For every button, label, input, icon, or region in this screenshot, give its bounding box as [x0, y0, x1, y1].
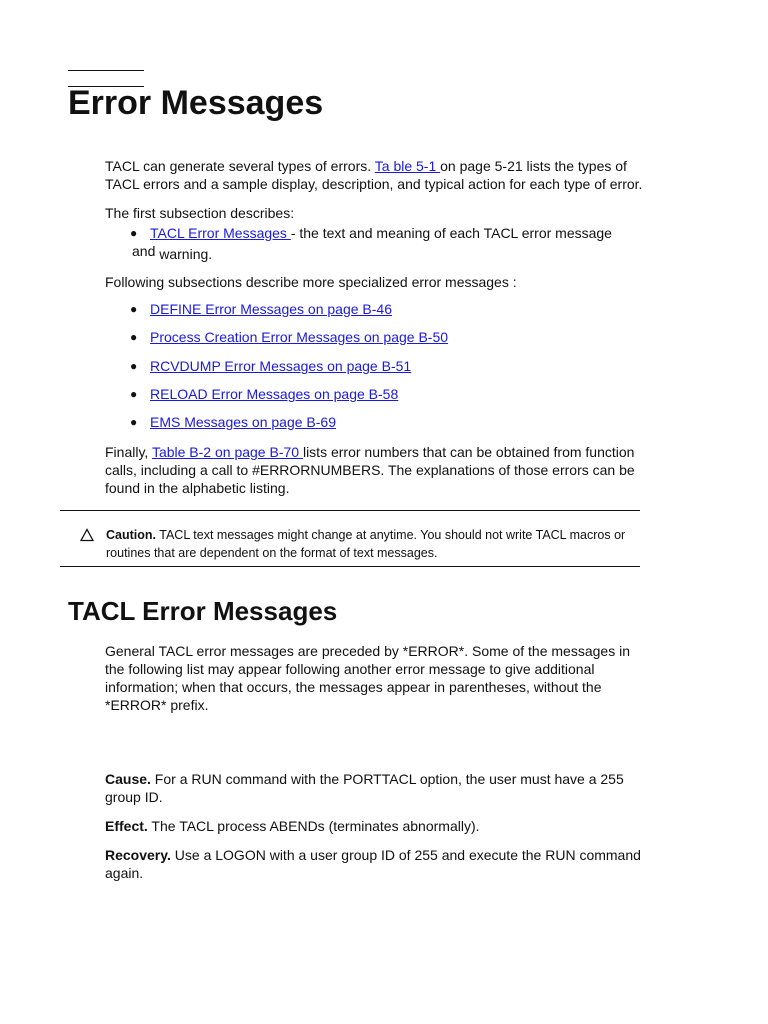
caution-bottom-rule [60, 566, 640, 567]
caution-label: Caution. [106, 528, 156, 542]
general-line2: the following list may appear following another error message to give additional [105, 661, 595, 677]
cause-paragraph [105, 770, 690, 806]
finally-text: Finally, [105, 444, 152, 460]
effect-text: The TACL process ABENDs (terminates abnormally). [147, 818, 480, 834]
following-label: Following subsections describe more specialized error messages : [105, 274, 517, 290]
bullet-warning: warning. [159, 246, 213, 262]
intro-text: TACL can generate several types of errors. [105, 158, 375, 174]
recovery-label: Recovery. [105, 847, 171, 863]
general-line4: *ERROR* prefix. [105, 697, 209, 713]
bullet-description: - the text and meaning of each TACL error message [290, 225, 612, 241]
bullet-icon: ● [130, 302, 138, 316]
section-title: TACL Error Messages [68, 596, 338, 626]
caution-line2: routines that are dependent on the format of text messages. [106, 546, 438, 560]
define-error-messages-link[interactable]: DEFINE Error Messages on page B-46 [150, 301, 392, 317]
table-5-1-link[interactable]: Ta ble 5-1 [374, 158, 441, 174]
bullet-icon: ● [130, 415, 138, 429]
cause-line1: For a RUN command with the PORTTACL option, the user must have a 255 [150, 771, 624, 787]
reload-error-messages-link[interactable]: RELOAD Error Messages on page B-58 [150, 386, 399, 402]
effect-paragraph [105, 817, 690, 835]
page-title: Error Messages [68, 84, 324, 122]
tacl-error-messages-link[interactable]: TACL Error Messages [150, 225, 291, 241]
table-b-2-link[interactable]: Table B-2 on page B-70 [151, 444, 303, 460]
finally-text-after: lists error numbers that can be obtained from function [302, 444, 635, 460]
effect-label: Effect. [105, 818, 148, 834]
recovery-line1: Use a LOGON with a user group ID of 255 and execute the RUN command [170, 847, 641, 863]
intro-paragraph [105, 157, 690, 193]
finally-line2: calls, including a call to #ERRORNUMBERS. The explanations of those errors can be [105, 462, 635, 478]
first-subsection-label: The first subsection describes: [105, 205, 295, 221]
bullet-icon: ● [130, 330, 138, 344]
intro-text-after: on page 5-21 lists the types of [440, 158, 627, 174]
finally-line3: found in the alphabetic listing. [105, 480, 290, 496]
recovery-paragraph [105, 846, 690, 882]
general-paragraph [105, 642, 690, 714]
caution-line1: TACL text messages might change at anytime. You should not write TACL macros or [156, 528, 626, 542]
header-rule-top [68, 70, 144, 71]
process-creation-error-messages-link[interactable]: Process Creation Error Messages on page B-50 [150, 329, 449, 345]
caution-triangle-icon [80, 528, 94, 542]
bullet-continuation [132, 242, 212, 260]
cause-label: Cause. [105, 771, 151, 787]
intro-line2: TACL errors and a sample display, description, and typical action for each type of error. [105, 176, 643, 192]
ems-messages-link[interactable]: EMS Messages on page B-69 [150, 414, 336, 430]
caution-note [106, 526, 696, 562]
recovery-line2: again. [105, 865, 144, 881]
rcvdump-error-messages-link[interactable]: RCVDUMP Error Messages on page B-51 [150, 358, 412, 374]
cause-line2: group ID. [105, 789, 163, 805]
bullet-icon: ● [130, 226, 138, 240]
general-line1: General TACL error messages are preceded by *ERROR*. Some of the messages in [105, 643, 630, 659]
bullet-and: and [132, 243, 156, 259]
bullet-icon: ● [130, 387, 138, 401]
general-line3: information; when that occurs, the messages appear in parentheses, without the [105, 679, 602, 695]
caution-top-rule [60, 510, 640, 511]
finally-paragraph [105, 443, 690, 497]
bullet-icon: ● [130, 359, 138, 373]
